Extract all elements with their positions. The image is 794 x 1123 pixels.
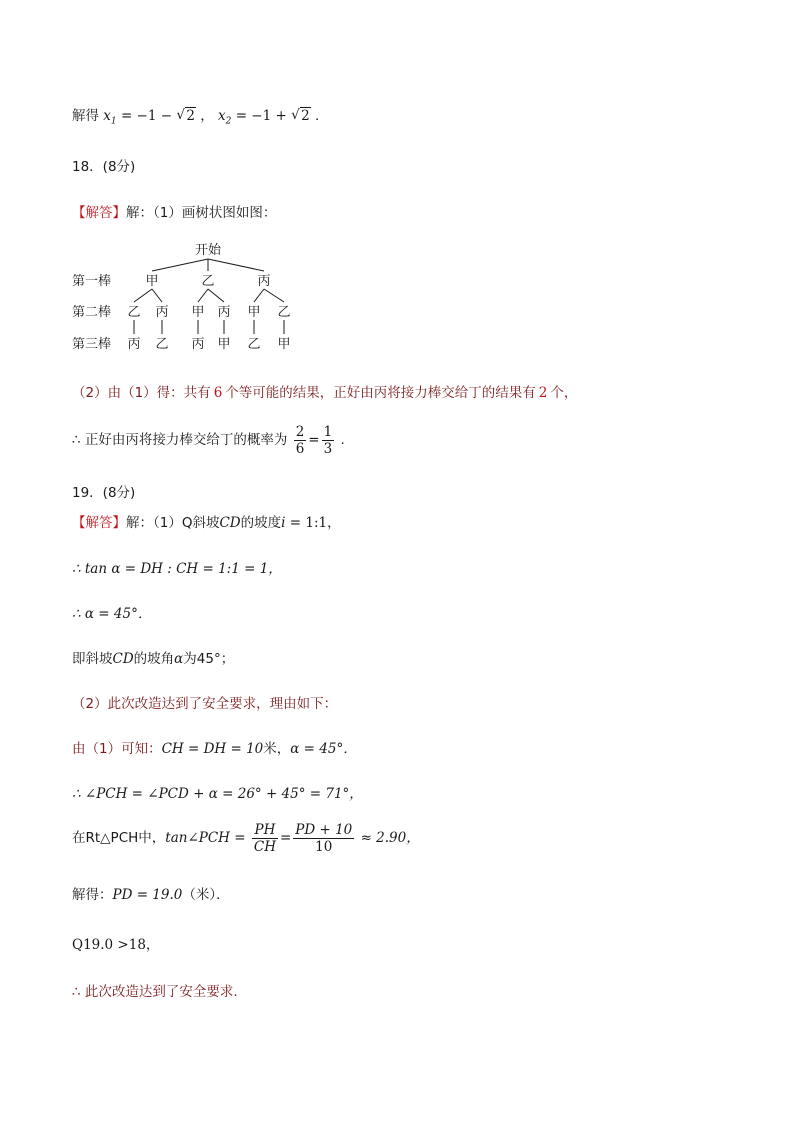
q18-answer-intro: 【解答】解：（1）画树状图如图： xyxy=(72,205,277,221)
tree-node-l2: 乙 xyxy=(277,305,291,320)
tree-node-l2: 丙 xyxy=(217,305,231,320)
tree-diagram xyxy=(72,240,312,358)
q19-line4: 即斜坡CD的坡角α为45°； xyxy=(72,651,235,667)
q19-line11: ∴ 此次改造达到了安全要求. xyxy=(72,984,238,1000)
q19-line7: ∴ ∠PCH = ∠PCD + α = 26° + 45° = 71°， xyxy=(72,786,363,802)
tree-node-l1: 甲 xyxy=(145,274,159,289)
q18-probability: ∴ 正好由丙将接力棒交给丁的概率为 $\frac{2}{6}$ = $\frac{1}{3}$ . xyxy=(72,423,345,457)
tree-node-l2: 丙 xyxy=(155,305,169,320)
tree-edge xyxy=(208,259,264,271)
tree-node-l3: 乙 xyxy=(247,337,261,352)
tree-node-l3: 甲 xyxy=(277,337,291,352)
tree-node-l1: 丙 xyxy=(257,274,271,289)
tree-node-l3: 丙 xyxy=(191,337,205,352)
math-x2: $x_2 = -1$ + √ 2 xyxy=(218,108,311,124)
tree-edge xyxy=(198,289,208,302)
q18-part2: （2）由（1）得：共有 6 个等可能的结果，正好由丙将接力棒交给丁的结果有 2 个， xyxy=(72,385,578,401)
tree-edges xyxy=(134,259,284,334)
q19-line1: 【解答】解：（1）Q斜坡CD的坡度i = 1:1， xyxy=(72,515,341,531)
tree-node-l3: 乙 xyxy=(155,337,169,352)
tree-row-label: 第三棒 xyxy=(72,337,112,352)
solution-line-roots: 解得 $x_1 = -1$ − √ 2 ， $x_2 = -1$ + √ 2 . xyxy=(72,106,319,132)
q19-line9: 解得：PD = 19.0（米）． xyxy=(72,887,230,903)
tree-root: 开始 xyxy=(194,243,222,258)
tree-node-l2: 甲 xyxy=(191,305,205,320)
tree-edge xyxy=(264,289,284,302)
q19-line2: ∴ tan α = DH : CH = 1:1 = 1， xyxy=(72,561,282,577)
tree-node-l2: 甲 xyxy=(247,305,261,320)
tree-edge xyxy=(134,289,152,302)
math-x1: $x_1 = -1$ − √ 2 xyxy=(103,108,196,124)
tree-node-l3: 丙 xyxy=(127,337,141,352)
q19-header: 19．(8分) xyxy=(72,485,136,501)
q19-line3: ∴ α = 45°． xyxy=(72,606,152,622)
answer-tag: 【解答】 xyxy=(72,205,126,221)
tree-node-l3: 甲 xyxy=(217,337,231,352)
fraction-pd-10: $\frac{PD + 10}{10}$ xyxy=(295,821,353,855)
fraction-1-3: $\frac{1}{3}$ xyxy=(323,423,333,457)
tree-edge xyxy=(208,289,224,302)
tree-node-l2: 乙 xyxy=(127,305,141,320)
q19-line6: 由（1）可知：CH = DH = 10米，α = 45°． xyxy=(72,741,357,757)
q19-line5: （2）此次改造达到了安全要求，理由如下： xyxy=(72,696,338,712)
q18-header: 18．(8分) xyxy=(72,159,136,175)
fraction-2-6: $\frac{2}{6}$ xyxy=(295,423,305,457)
tree-row-label: 第二棒 xyxy=(72,305,112,320)
fraction-ph-ch: $\frac{PH}{CH}$ xyxy=(253,821,276,855)
q19-line8: 在Rt△PCH中，tan∠PCH = $\frac{PH}{CH}$ = $\frac{PD + 10}{10}$ ≈ 2.90， xyxy=(72,821,420,855)
tree-row-label: 第一棒 xyxy=(72,274,112,289)
tree-edge xyxy=(152,259,208,271)
tree-edge xyxy=(152,289,162,302)
q19-line10: Q19.0 >18， xyxy=(72,937,160,953)
tree-edge xyxy=(254,289,264,302)
tree-node-l1: 乙 xyxy=(201,274,215,289)
text-solve: 解得 xyxy=(72,108,99,124)
